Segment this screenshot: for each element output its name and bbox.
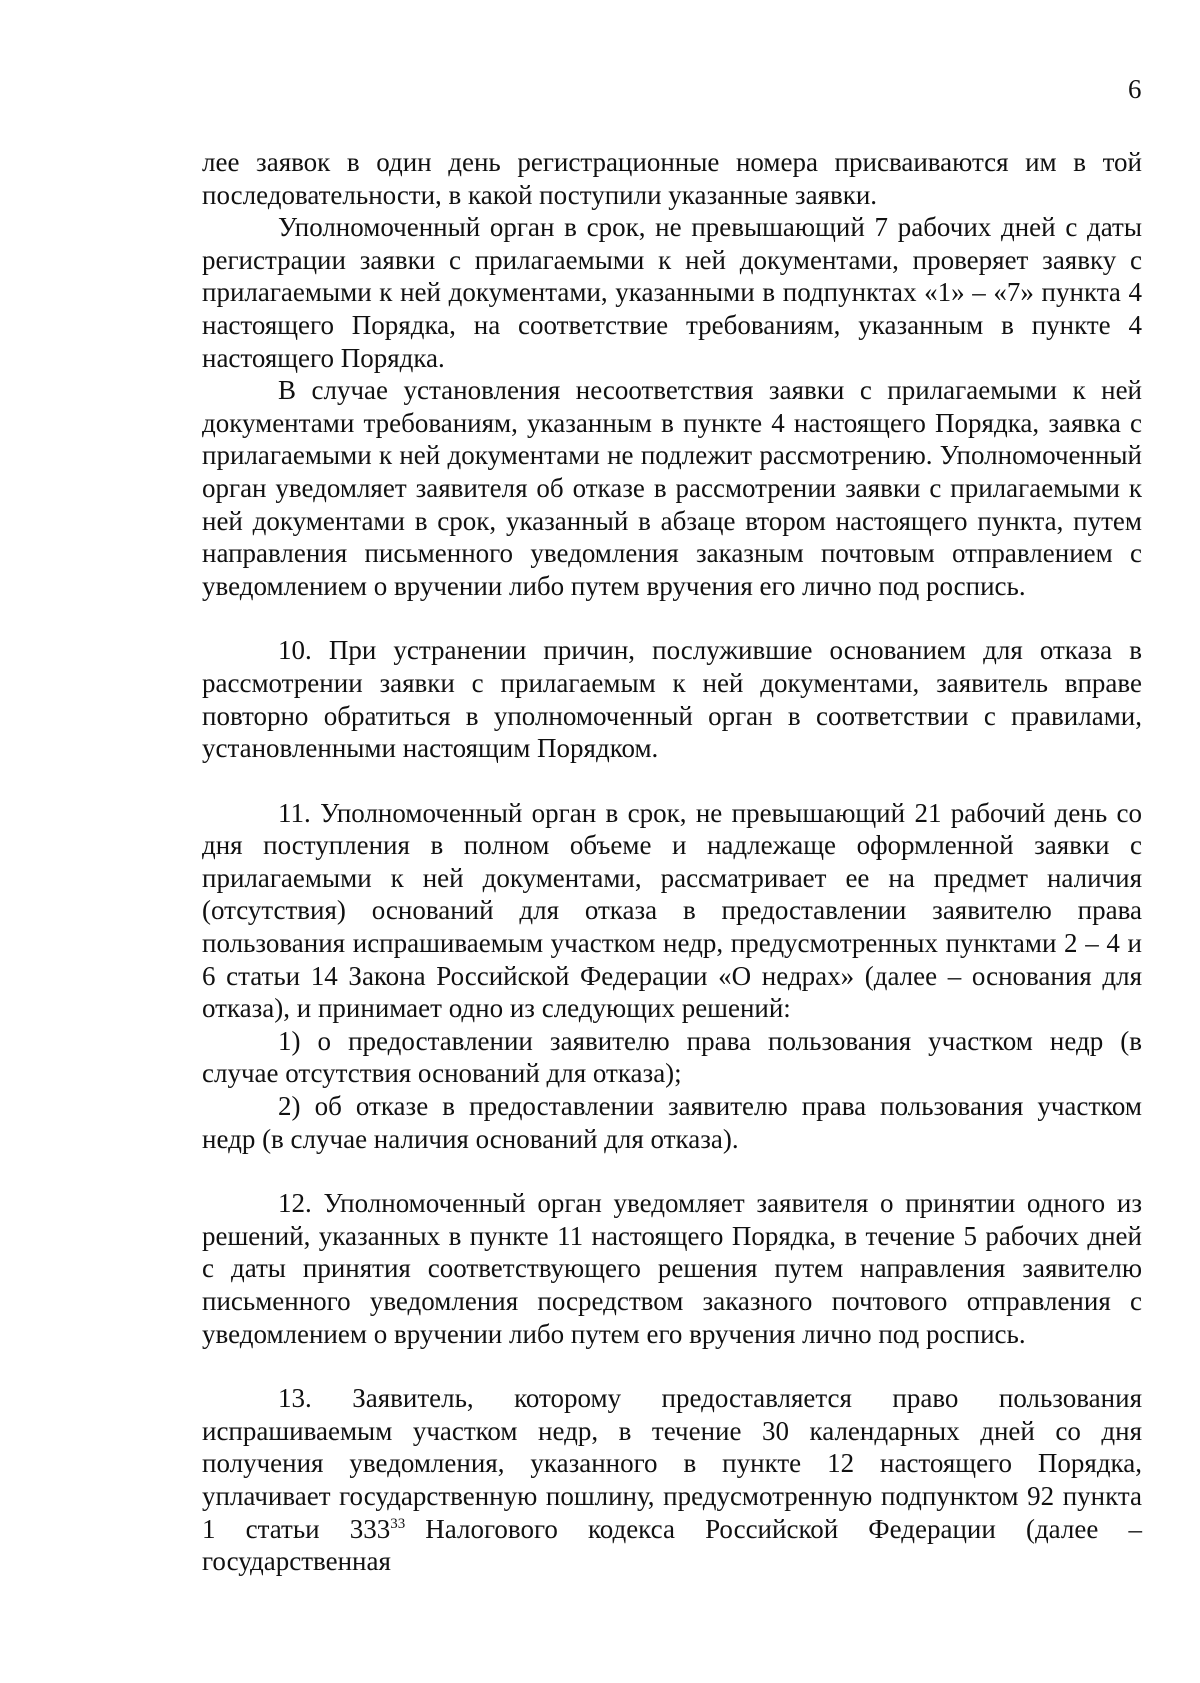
paragraph-9-continuation: лее заявок в один день регистрационные номера присваиваются им в той последовательности, в какой поступили указанные заявки. (202, 147, 1142, 210)
paragraph-10: 10. При устранении причин, послужившие основанием для отказа в рассмотрении заявки с прилагаемым к ней документами, заявитель вправе повторно обратиться в уполномоченный орган в соответствии с правилами, установленными настоящим Порядком. (202, 635, 1142, 764)
paragraph-9-nonconformity: В случае установления несоответствия заявки с прилагаемыми к ней документами требованиям, указанным в пункте 4 настоящего Порядка, заявка с прилагаемыми к ней документами не подлежит рассмотрению. Уполномоченный орган уведомляет заявителя об отказе в рассмотрении заявки с прилагаемыми к ней документами в срок, указанный в абзаце втором настоящего пункта, путем направления письменного уведомления заказным почтовым отправлением с уведомлением о вручении либо путем вручения его лично под роспись. (202, 375, 1142, 601)
paragraph-11: 11. Уполномоченный орган в срок, не превышающий 21 рабочий день со дня поступления в полном объеме и надлежаще оформленной заявки с прилагаемыми к ней документами, рассматривает ее на предмет наличия (отсутствия) оснований для отказа в предоставлении заявителю права пользования испрашиваемым участком недр, предусмотренных пунктами 2 – 4 и 6 статьи 14 Закона Российской Федерации «О недрах» (далее – основания для отказа), и принимает одно из следующих решений: (202, 797, 1142, 1024)
paragraph-13-article-ref (350, 1514, 406, 1544)
document-body (202, 146, 1142, 1578)
paragraph-11-option-2: 2) об отказе в предоставлении заявителю права пользования участком недр (в случае наличия оснований для отказа). (202, 1091, 1142, 1154)
article-superscript: 33 (390, 1515, 406, 1532)
page-number: 6 (1128, 74, 1142, 104)
article-number: 333 (349, 1513, 391, 1544)
paragraph-13 (202, 1382, 1142, 1578)
paragraph-11-option-1: 1) о предоставлении заявителю права пользования участком недр (в случае отсутствия оснований для отказа); (202, 1025, 1142, 1089)
paragraph-13-tail: Налогового кодекса Российской Федерации (далее – государственная (202, 1513, 1142, 1577)
paragraph-12: 12. Уполномоченный орган уведомляет заявителя о принятии одного из решений, указанных в пункте 11 настоящего Порядка, в течение 5 рабочих дней с даты принятия соответствующего решения путем направления заявителю письменного уведомления посредством заказного почтового отправления с уведомлением о вручении либо путем его вручения лично под роспись. (202, 1188, 1142, 1349)
paragraph-9-check: Уполномоченный орган в срок, не превышающий 7 рабочих дней с даты регистрации заявки с прилагаемыми к ней документами, проверяет заявку с прилагаемыми к ней документами, указанными в подпунктах «1» – «7» пункта 4 настоящего Порядка, на соответствие требованиям, указанным в пункте 4 настоящего Порядка. (202, 212, 1142, 373)
paragraph-13-main: 13. Заявитель, которому предоставляется право пользования испрашиваемым участком недр, в течение 30 календарных дней со дня получения уведомления, указанного в пункте 12 настоящего Порядка, уплачивает государственную пошлину, предусмотренную подпунктом 92 пункта 1 статьи (202, 1383, 1142, 1544)
